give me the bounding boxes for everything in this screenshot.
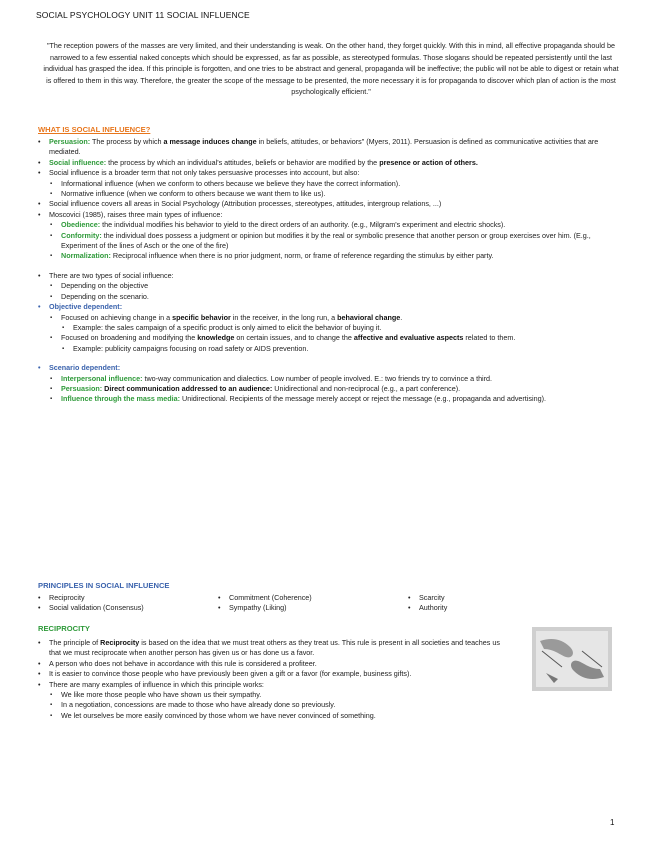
list-item: ▪ Persuasion: Direct communication addressed to an audience: Unidirectional and non-reciprocal (e.g., a part conference).	[50, 384, 616, 394]
list-item: ▪ Obedience: the individual modifies his behavior to yield to the direct orders of an authority. (e.g., Milgram's experiment and electric shocks).	[50, 220, 616, 230]
list-item: ▪ Normalization: Reciprocal influence when there is no prior judgment, norm, or frame of reference regarding the stimulus by either party.	[50, 251, 616, 261]
list-item: • Scenario dependent:	[38, 363, 616, 373]
list-item: • Reciprocity	[38, 593, 218, 603]
section-heading-reciprocity: RECIPROCITY	[38, 624, 90, 633]
opening-quote: "The reception powers of the masses are very limited, and their understanding is weak. On the other hand, they forget quickly. With this in mind, all effective propaganda should be narrowed to a few essential naked concepts which should be expressed, as far as possible, as stereotyped formulas. Those slogans should be repeated persistently until the last individual has grasped the idea. If this principle is forgotten, and one tries to be abstract and general, propaganda will be ineffective; the public will not be able to digest or retain what is offered to them in this way. Therefore, the greater the scope of the message to be presented, the more necessary it is for propaganda to discover which plan of action is the most psychologically efficient."	[43, 41, 619, 97]
list-item: ▪ Focused on broadening and modifying the knowledge on certain issues, and to change the affective and evaluative aspects related to them.	[50, 333, 616, 343]
list-item: ▪ Interpersonal influence: two-way communication and dialectics. Low number of people involved. E.: two friends try to convince a third.	[50, 374, 616, 384]
list-item: ▪ Depending on the objective	[50, 281, 616, 291]
what-list	[38, 137, 616, 405]
list-item: ▪ Depending on the scenario.	[50, 292, 616, 302]
list-item: • Moscovici (1985), raises three main types of influence:	[38, 210, 616, 220]
list-item: • Social validation (Consensus)	[38, 603, 218, 613]
list-item: • Scarcity	[408, 593, 508, 603]
list-item: ▪ Example: the sales campaign of a specific product is only aimed to elicit the behavior of buying it.	[62, 323, 616, 333]
list-item: • There are two types of social influence:	[38, 271, 616, 281]
list-item: ▪ We like more those people who have shown us their sympathy.	[50, 690, 503, 700]
drawing-hands-image	[532, 627, 612, 691]
list-item: • Objective dependent:	[38, 302, 616, 312]
reciprocity-list	[38, 638, 503, 721]
list-item: • A person who does not behave in accordance with this rule is considered a profiteer.	[38, 659, 503, 669]
page-number: 1	[610, 818, 615, 827]
list-item: ▪ In a negotiation, concessions are made to those who have already done so previously.	[50, 700, 503, 710]
list-item: ▪ Conformity: the individual does possess a judgment or opinion but modifies it by the real or symbolic presence that another person or group exercises over him. (E.g., Experiment of the lines of Asch or the one of the fire)	[50, 231, 616, 252]
list-item: • Social influence covers all areas in Social Psychology (Attribution processes, stereotypes, attitudes, intergroup relations, ...)	[38, 199, 616, 209]
list-item: ▪ Normative influence (when we conform to others because we want them to like us).	[50, 189, 616, 199]
principles-list	[38, 593, 508, 614]
list-item: • Social influence: the process by which an individual's attitudes, beliefs or behavior are modified by the presence or action of others.	[38, 158, 616, 168]
list-item: • Social influence is a broader term that not only takes persuasive processes into account, but also:	[38, 168, 616, 178]
section-heading-what: WHAT IS SOCIAL INFLUENCE?	[38, 125, 151, 134]
section-heading-principles: PRINCIPLES IN SOCIAL INFLUENCE	[38, 581, 170, 590]
list-item: ▪ Informational influence (when we conform to others because we believe they have the correct information).	[50, 179, 616, 189]
list-item: • The principle of Reciprocity is based on the idea that we must treat others as they treat us. This rule is present in all societies and teaches us that we must reciprocate when another person has given us or has done us a favor.	[38, 638, 503, 659]
list-item: ▪ We let ourselves be more easily convinced by those whom we have never convinced of something.	[50, 711, 503, 721]
list-item: • Sympathy (Liking)	[218, 603, 408, 613]
list-item: ▪ Focused on achieving change in a specific behavior in the receiver, in the long run, a behavioral change.	[50, 313, 616, 323]
list-item: ▪ Example: publicity campaigns focusing on road safety or AIDS prevention.	[62, 344, 616, 354]
list-item: • There are many examples of influence in which this principle works:	[38, 680, 503, 690]
list-item: • Persuasion: The process by which a message induces change in beliefs, attitudes, or behaviors" (Myers, 2011). Persuasion is defined as communicative activities that are mediated.	[38, 137, 616, 158]
document-header: SOCIAL PSYCHOLOGY UNIT 11 SOCIAL INFLUENCE	[36, 10, 250, 20]
list-item: ▪ Influence through the mass media: Unidirectional. Recipients of the message merely accept or reject the message (e.g., propaganda and advertising).	[50, 394, 616, 404]
list-item: • Commitment (Coherence)	[218, 593, 408, 603]
list-item: • It is easier to convince those people who have previously been given a gift or a favor (for example, business gifts).	[38, 669, 503, 679]
list-item: • Authority	[408, 603, 508, 613]
